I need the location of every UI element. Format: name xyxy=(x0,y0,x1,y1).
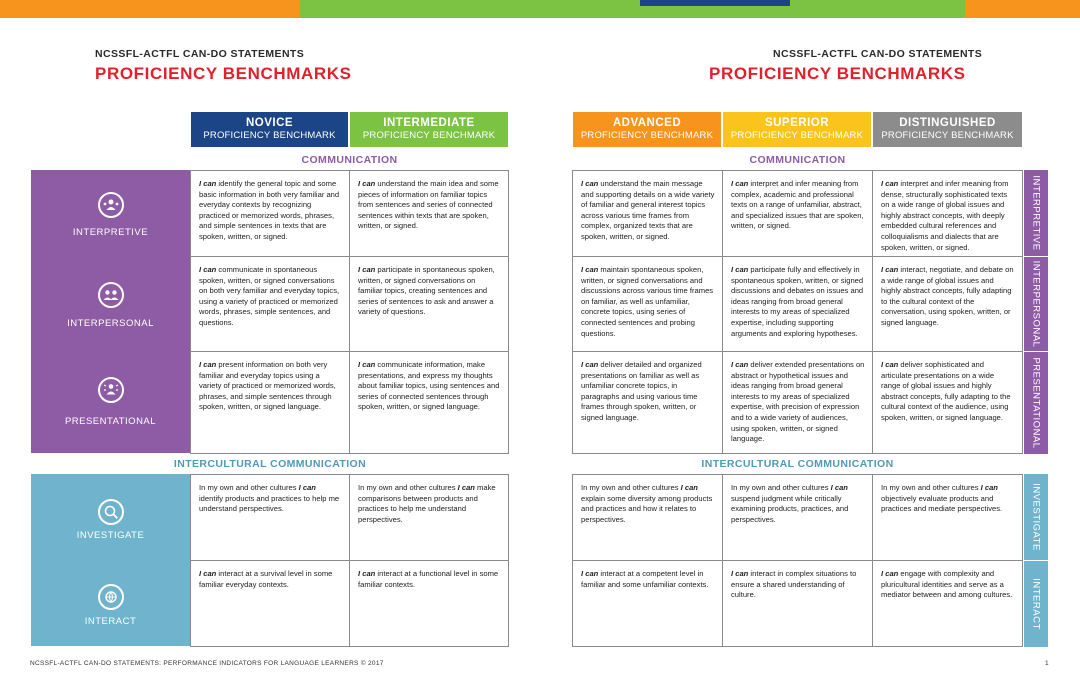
column-header-novice xyxy=(191,112,348,147)
tab-label-investigate: INVESTIGATE xyxy=(1030,483,1042,551)
superior-level: SUPERIOR xyxy=(764,117,830,129)
cell-distinguished-interpretive: I can interpret and infer meaning from dense, structurally sophisticated texts on a wide range of global issues and highly abstract concepts, with deeply embedded cultural references and colloquialisms and dialects that are spoken, written, or signed. xyxy=(873,171,1022,257)
right-communication-label: COMMUNICATION xyxy=(749,154,846,166)
mode-label-interact: INTERACT xyxy=(84,616,137,627)
mode-interpersonal xyxy=(31,256,190,351)
cell-superior-interpersonal: I can participate fully and effectively in spontaneous spoken, written, or signed discussions and debates on issues and ideas ranging from broad general interests to my areas of specialized expertise, including supporting arguments and exploring hypotheses. xyxy=(723,257,873,352)
distinguished-level: DISTINGUISHED xyxy=(899,117,996,129)
mode-label-presentational: PRESENTATIONAL xyxy=(64,416,157,427)
interact-icon xyxy=(98,584,124,610)
mode-label-interpersonal: INTERPERSONAL xyxy=(67,318,154,329)
right-intercultural-grid xyxy=(572,474,1023,647)
left-intercultural-grid xyxy=(190,474,509,647)
tab-label-presentational: PRESENTATIONAL xyxy=(1030,357,1042,449)
column-header-intermediate xyxy=(350,112,508,147)
distinguished-sub: PROFICIENCY BENCHMARK xyxy=(881,130,1014,141)
cell-superior-interact: I can interact in complex situations to ensure a shared understanding of culture. xyxy=(723,561,873,646)
cell-intermediate-presentational: I can communicate information, make presentations, and express my thoughts about familiar topics, using sentences and series of connected sentences through spoken, written, or signed language. xyxy=(358,360,500,412)
cell-distinguished-interpersonal: I can interact, negotiate, and debate on a wide range of global issues and highly abstract concepts, fully adapting to the cultural context of the conversation, using spoken, written, or signed language. xyxy=(873,257,1022,352)
cell-superior-presentational: I can deliver extended presentations on abstract or hypothetical issues and ideas ranging from broad general interests to my areas of specialized expertise, with precision of expression and to a wide variety of audiences, using spoken, written, or signed language. xyxy=(723,352,873,453)
cell-distinguished-investigate: In my own and other cultures I can objectively evaluate products and practices and mediate perspectives. xyxy=(873,475,1022,561)
cell-intermediate-investigate: In my own and other cultures I can make comparisons between products and practices to help me understand perspectives. xyxy=(350,475,508,561)
top-color-band xyxy=(0,0,1080,20)
column-header-advanced xyxy=(573,112,721,147)
cell-intermediate-interact: I can interact at a functional level in some familiar contexts. xyxy=(358,569,499,589)
tab-interact xyxy=(1024,560,1048,647)
novice-level: NOVICE xyxy=(245,117,294,129)
cell-advanced-presentational: I can deliver detailed and organized presentations on familiar as well as unfamiliar concrete topics, in paragraphs and using various time frames through spoken, written, or signed language. xyxy=(573,352,723,453)
cell-intermediate-interpretive: I can understand the main idea and some pieces of information on familiar topics from sentences and series of connected sentences within texts that are spoken, written, or signed. xyxy=(350,171,508,257)
left-intercultural-label: INTERCULTURAL COMMUNICATION xyxy=(173,458,367,470)
cell-advanced-investigate: In my own and other cultures I can explain some diversity among products and practices and how it relates to perspectives. xyxy=(573,475,723,561)
mode-interact xyxy=(31,560,190,646)
footer-text: NCSSFL-ACTFL CAN-DO STATEMENTS: PERFORMANCE INDICATORS FOR LANGUAGE LEARNERS © 2017 xyxy=(30,660,384,667)
mode-label-investigate: INVESTIGATE xyxy=(76,530,145,541)
mode-label-interpretive: INTERPRETIVE xyxy=(72,227,149,238)
intermediate-sub: PROFICIENCY BENCHMARK xyxy=(362,130,496,141)
tab-presentational xyxy=(1024,351,1048,454)
advanced-level: ADVANCED xyxy=(612,117,682,129)
tab-interpersonal xyxy=(1024,256,1048,351)
tab-label-interact: INTERACT xyxy=(1030,578,1042,630)
right-kicker: NCSSFL-ACTFL CAN-DO STATEMENTS xyxy=(773,48,983,60)
investigate-icon xyxy=(98,499,124,525)
superior-sub: PROFICIENCY BENCHMARK xyxy=(730,130,864,141)
cell-distinguished-presentational: I can deliver sophisticated and articulate presentations on a wide range of global issues and highly abstract concepts, fully adapting to the cultural context of the audience, using spoken, written, or signed language. xyxy=(881,360,1011,422)
cell-superior-investigate: In my own and other cultures I can suspend judgment while critically examining products, practices, and perspectives. xyxy=(723,475,873,561)
cell-novice-interpretive: I can identify the general topic and some basic information in both very familiar and everyday contexts by recognizing practiced or memorized words, phrases, and simple sentences in texts that are spoken, written, or signed. xyxy=(191,171,350,257)
advanced-sub: PROFICIENCY BENCHMARK xyxy=(580,130,714,141)
cell-novice-interpersonal: I can communicate in spontaneous spoken, written, or signed conversations on both very familiar and everyday topics, using a variety of practiced or memorized words, phrases, simple sentences, and questions. xyxy=(191,257,350,352)
cell-intermediate-interpersonal: I can participate in spontaneous spoken, written, or signed conversations on familiar topics, creating sentences and series of sentences to ask and answer a variety of questions. xyxy=(350,257,508,352)
cell-advanced-interact: I can interact at a competent level in familiar and some unfamiliar contexts. xyxy=(573,561,723,646)
left-communication-label: COMMUNICATION xyxy=(301,154,398,166)
cell-distinguished-interact: I can engage with complexity and pluricultural identities and serve as a mediator between and among cultures. xyxy=(881,569,1013,600)
tab-label-interpretive: INTERPRETIVE xyxy=(1030,175,1042,251)
column-header-superior xyxy=(723,112,871,147)
presentational-icon xyxy=(98,377,124,403)
cell-novice-interact: I can interact at a survival level in some familiar everyday contexts. xyxy=(191,561,350,646)
interpretive-icon xyxy=(98,192,124,218)
tab-investigate xyxy=(1024,474,1048,560)
mode-presentational xyxy=(31,351,190,453)
cell-advanced-interpretive: I can understand the main message and supporting details on a wide variety of familiar and general interest topics across various time frames from complex, organized texts that are spoken, written, or signed. xyxy=(573,171,723,257)
right-title: PROFICIENCY BENCHMARKS xyxy=(709,64,966,83)
mode-interpretive xyxy=(31,170,190,256)
tab-interpretive xyxy=(1024,170,1048,256)
intermediate-level: INTERMEDIATE xyxy=(383,117,475,129)
cell-advanced-interpersonal: I can maintain spontaneous spoken, written, or signed conversations and discussions across various time frames on familiar, as well as unfamiliar, concrete topics, using series of connected sentences and probing questions. xyxy=(573,257,723,352)
column-header-distinguished xyxy=(873,112,1022,147)
right-intercultural-label: INTERCULTURAL COMMUNICATION xyxy=(701,458,894,470)
mode-investigate xyxy=(31,474,190,560)
cell-superior-interpretive: I can interpret and infer meaning from complex, academic and professional texts on a range of unfamiliar, abstract, and specialized issues that are spoken, written, or signed. xyxy=(723,171,873,257)
interpersonal-icon xyxy=(98,282,124,308)
right-communication-grid xyxy=(572,170,1023,454)
tab-label-interpersonal: INTERPERSONAL xyxy=(1030,260,1042,348)
page-number: 1 xyxy=(1045,660,1049,667)
left-kicker: NCSSFL-ACTFL CAN-DO STATEMENTS xyxy=(95,48,305,60)
left-communication-grid xyxy=(190,170,509,454)
left-title: PROFICIENCY BENCHMARKS xyxy=(95,64,352,83)
novice-sub: PROFICIENCY BENCHMARK xyxy=(203,130,336,141)
left-page-header xyxy=(95,48,352,84)
cell-novice-investigate: In my own and other cultures I can identify products and practices to help me understand perspectives. xyxy=(191,475,350,561)
cell-novice-presentational: I can present information on both very familiar and everyday topics using a variety of practiced or memorized words, phrases, and simple sentences through spoken, written, or signed language. xyxy=(191,352,350,453)
right-page-header xyxy=(709,48,982,84)
